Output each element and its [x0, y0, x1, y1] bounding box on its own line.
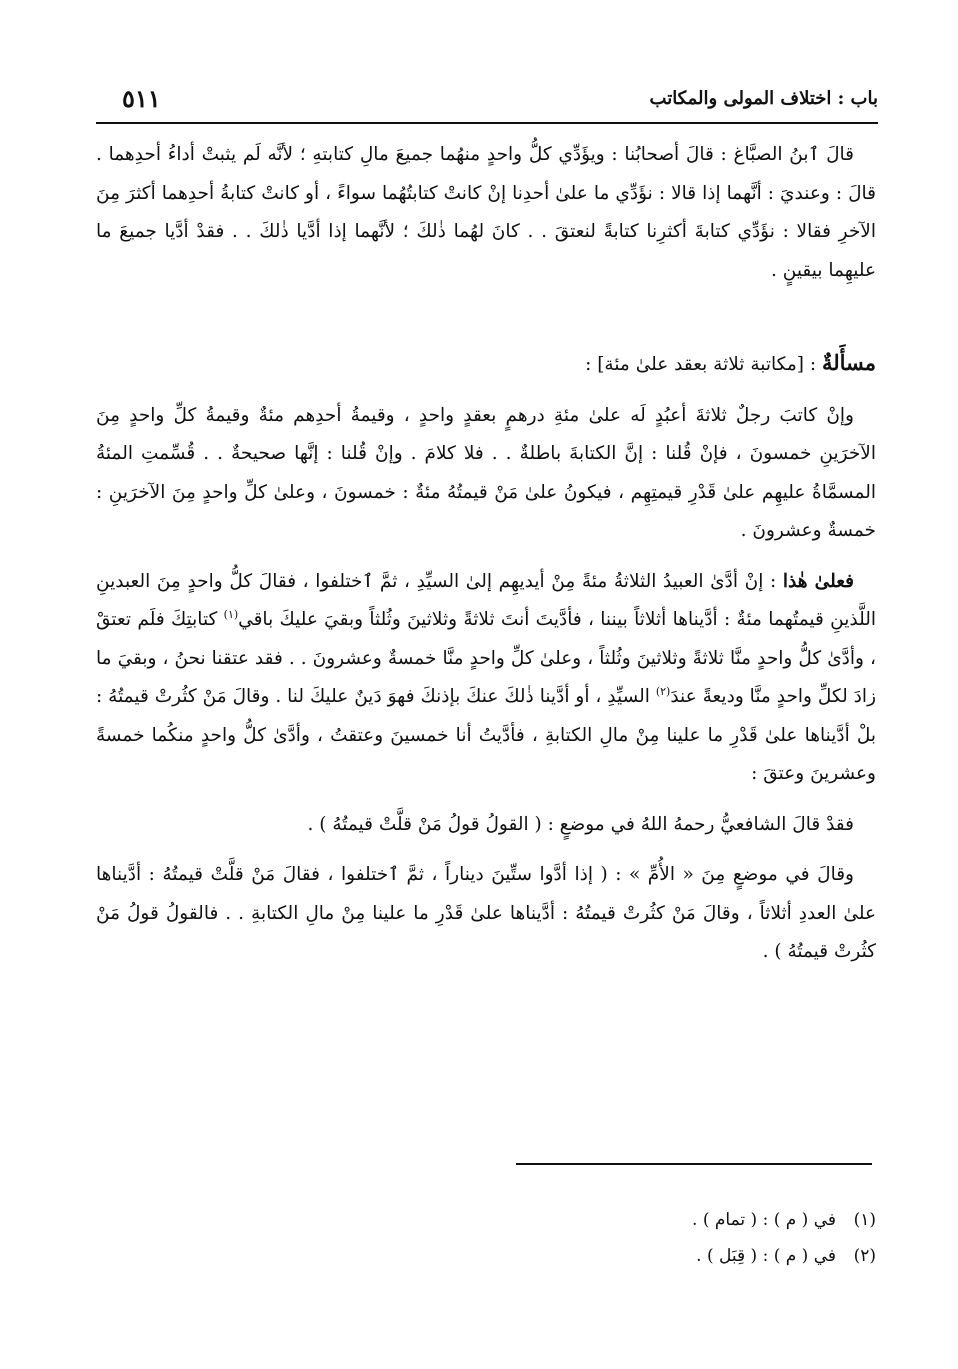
paragraph-three-slaves: وإنْ كاتبَ رجلٌ ثلاثةَ أعبُدٍ لَه علىٰ مئةِ درهمٍ بعقدٍ واحدٍ ، وقيمةُ أحدِهم مئةٌ وقيمةُ كلِّ واحدٍ مِنَ الآخرَينِ خمسونَ ، فإنْ قُلنا : إنَّ الكتابةَ باطلةٌ . . فلا كلامَ . وإنْ قُلنا : إنَّها صحيحةٌ . . قُسِّمتِ المئةُ المسمَّاةُ عليهِم علىٰ قَدْرِ قيمتِهِم ، فيكونُ علىٰ مَنْ قيمتُهُ مئةٌ : خمسونَ ، وعلىٰ كلِّ واحدٍ مِنَ الآخرَينِ : خمسةٌ وعشرونَ .: [96, 404, 876, 541]
paragraph-dispute-part-a: : إنْ أدَّىٰ العبيدُ الثلاثةُ مئةً مِنْ أيديهِم إلىٰ السيِّدِ ، ثمَّ ٱختلفوا ، فقالَ كلُّ واحدٍ مِنَ العبدينِ اللَّذينِ قيمتُهما مئةٌ : أدَّيناها أثلاثاً بيننا ، فأدَّيتَ أنتَ ثلاثةً وثلاثينَ وثُلثاً وبقيَ عليكَ باقي: [96, 570, 876, 630]
footnote-marker-1[interactable]: (١): [223, 607, 239, 621]
masala-word: مسأَلةٌ: [821, 350, 876, 375]
paragraph-lead: فعلىٰ هٰذا: [782, 570, 854, 592]
footnote-number: (١): [853, 1210, 876, 1230]
footnote-divider: [516, 1163, 872, 1165]
paragraph-shafii-quote: فقدْ قالَ الشافعيُّ رحمهُ اللهُ في موضعٍ : ( القولُ قولُ مَنْ قلَّتْ قيمتُهُ ) .: [307, 813, 854, 835]
page-header: [96, 84, 878, 124]
section-gap: [96, 290, 876, 344]
masala-title: : [مكاتبة ثلاثة بعقد علىٰ مئة] :: [585, 354, 822, 375]
footnote-1: [96, 1202, 876, 1238]
paragraph-dispute-part-b: كتابتِكَ فلَم تعتقْ ، وأدَّىٰ كلُّ واحدٍ منَّا ثلاثةً وثلاثينَ وثُلثاً ، وعلىٰ كلِّ واحدٍ منَّا خمسةٌ وعشرونَ . . فقد عتقنا نحنُ ، وبقيَ ما زادَ لكلِّ واحدٍ منَّا وديعةً عندَ: [96, 609, 876, 707]
footnote-number: (٢): [853, 1246, 876, 1266]
footnote-text: في ( م ) : ( تمام ) .: [692, 1210, 836, 1230]
masala-heading: [96, 344, 876, 385]
footnote-marker-2[interactable]: (٢): [655, 684, 671, 698]
footnotes: [96, 1202, 876, 1274]
footnote-text: في ( م ) : ( قِبَل ) .: [696, 1246, 836, 1266]
paragraph-dispute-part-c: السيِّدِ ، أو أدَّينا ذٰلكَ عنكَ بإذنكَ فهوَ دَينٌ عليكَ لنا . وقالَ مَنْ كثُرتْ قيمتُهُ : بلْ أدَّيناها علىٰ قَدْرِ ما علينا مِنْ مالِ الكتابةِ ، فأدَّيتُ أنا خمسينَ وعتقتُ ، وأدَّىٰ كلُّ واحدٍ منكُما خمسةً وعشرينَ وعتقَ :: [96, 686, 876, 784]
main-text: [96, 136, 876, 984]
paragraph-ibn-sabbagh: قالَ ٱبنُ الصبَّاغ : قالَ أصحابُنا : ويؤَدِّي كلُّ واحدٍ منهُما جميعَ مالِ كتابتهِ ؛ لأنَّه لَم يثبتْ أداءُ أحدِهما . قالَ : وعنديَ : أنَّهما إذا قالا : نؤَدِّي ما علىٰ أحدِنا إنْ كانتْ كتابتُهُما سواءً ، أو كانتْ كتابةُ أحدِهما أكثرَ مِنَ الآخرِ فقالا : نؤَدِّي كتابةَ أكثرِنا كتابةً لنعتقَ . . كانَ لهُما ذٰلكَ ؛ لأنَّهما إذا أدَّيا ذٰلكَ . . فقدْ أدَّيا جميعَ ما عليهِما بيقينٍ .: [96, 144, 876, 281]
paragraph-umm-quote: وقالَ في موضعٍ مِنَ « الأُمِّ » : ( إذا أدَّوا ستِّينَ ديناراً ، ثمَّ ٱختلفوا ، فقالَ مَنْ قلَّتْ قيمتُهُ : أدَّيناها علىٰ العددِ أثلاثاً ، وقالَ مَنْ كثُرتْ قيمتُهُ : أدَّيناها علىٰ قَدْرِ ما علينا مِنْ مالِ الكتابةِ . . فالقولُ قولُ مَنْ كثُرتْ قيمتُهُ ) .: [96, 864, 876, 962]
page-number: ٥١١: [122, 84, 161, 113]
footnote-2: [96, 1238, 876, 1274]
running-title: باب : اختلاف المولى والمكاتب: [649, 88, 878, 109]
paragraph-dispute: [96, 563, 876, 794]
